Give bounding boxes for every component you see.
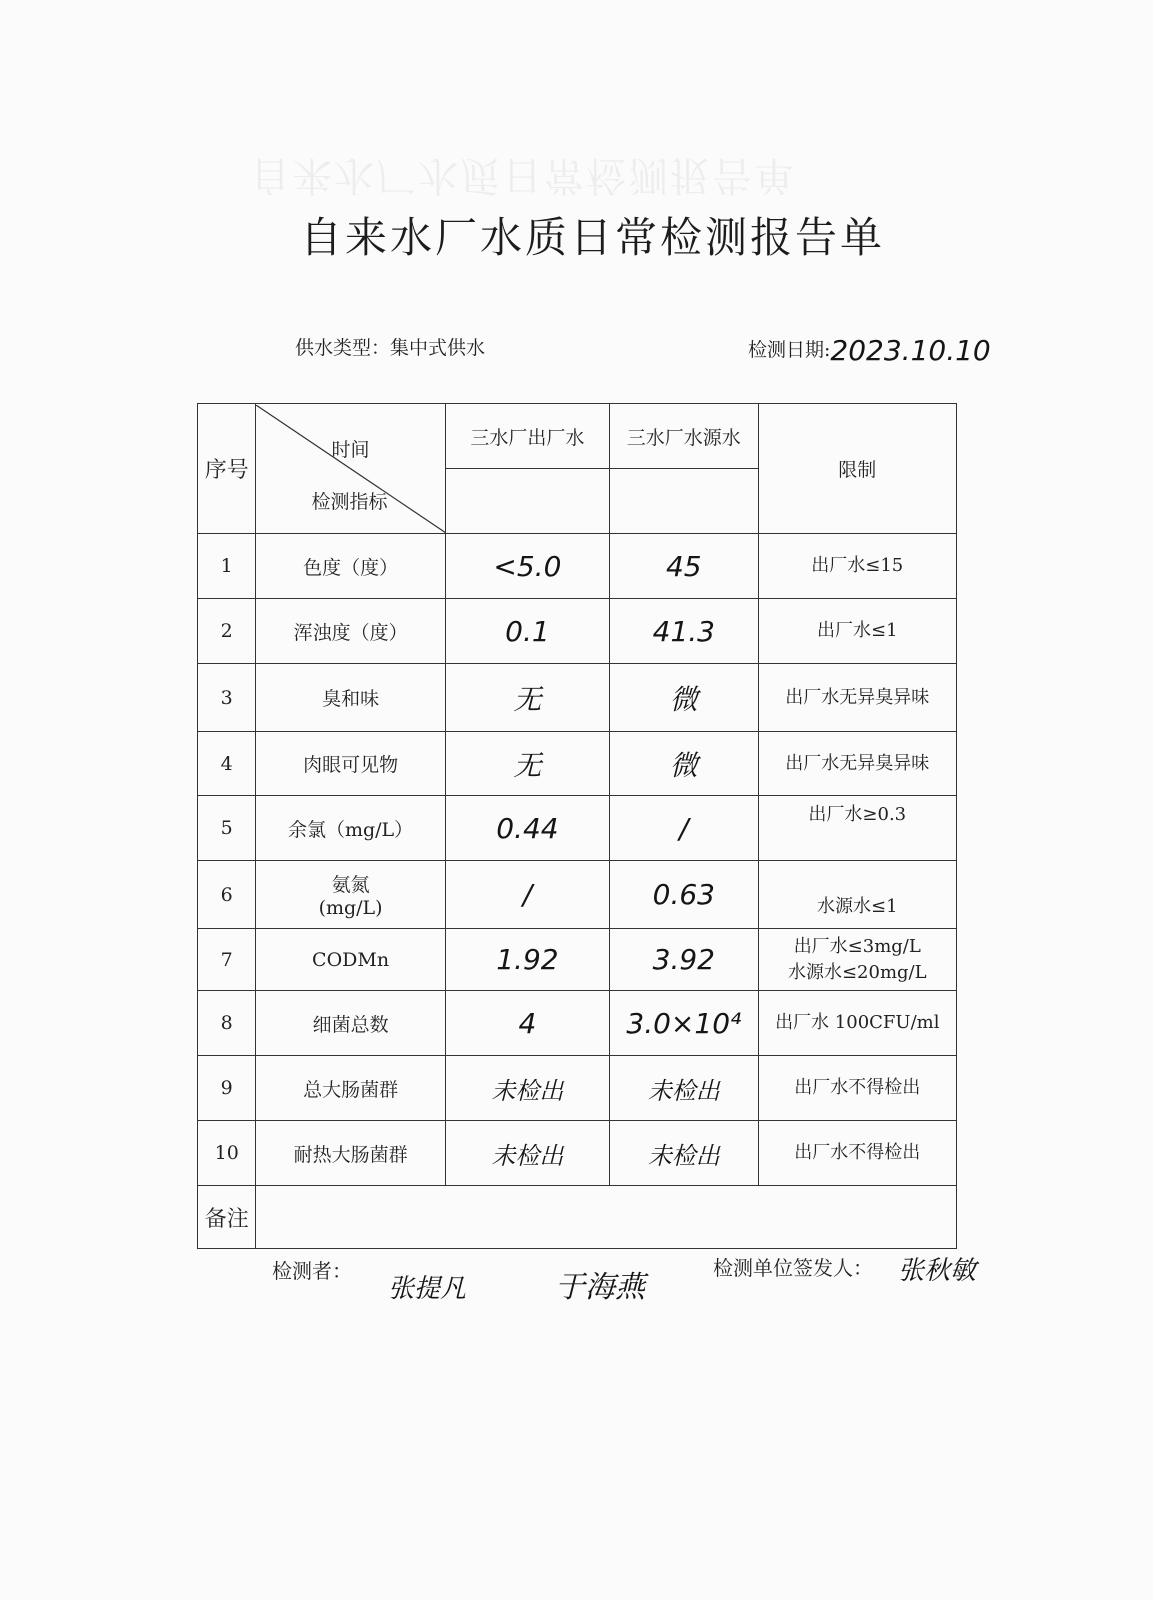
row-value-source: 微: [610, 732, 758, 796]
row-value-source: 3.0×10⁴: [610, 991, 758, 1056]
row-value-source: 3.92: [610, 929, 758, 991]
row-value-source: 微: [610, 664, 758, 732]
row-limit: 出厂水无异臭异味: [758, 664, 956, 732]
row-value-outlet: 未检出: [445, 1121, 609, 1186]
row-limit: 出厂水≤15: [758, 534, 956, 599]
header-time: 时间: [331, 438, 370, 461]
table-row: [198, 732, 957, 796]
header-diagonal-cell: [256, 404, 445, 534]
header-col-a-blank: [445, 469, 609, 534]
row-value-outlet: 0.44: [445, 796, 609, 861]
row-limit: 出厂水不得检出: [758, 1056, 956, 1121]
row-indicator: CODMn: [256, 929, 445, 991]
row-indicator: 色度（度）: [256, 534, 445, 599]
issuer-label: 检测单位签发人：: [713, 1256, 873, 1280]
row-index: 7: [198, 929, 256, 991]
row-index: 5: [198, 796, 256, 861]
test-date-value: 2023.10.10: [830, 334, 991, 367]
row-limit: 出厂水≤1: [758, 599, 956, 664]
row-value-outlet: 4: [445, 991, 609, 1056]
remark-row: [198, 1186, 957, 1249]
table-header-row: [198, 404, 957, 469]
table-row: [198, 534, 957, 599]
row-indicator: 细菌总数: [256, 991, 445, 1056]
row-value-source: 未检出: [610, 1056, 758, 1121]
row-indicator-unit: (mg/L): [318, 897, 383, 919]
row-value-source: /: [610, 796, 758, 861]
supply-type: [295, 333, 485, 360]
table-row: [198, 929, 957, 991]
supply-type-value: 集中式供水: [390, 337, 486, 359]
test-date-label: 检测日期:: [748, 339, 831, 361]
row-value-source: 41.3: [610, 599, 758, 664]
row-limit: 出厂水无异臭异味: [758, 732, 956, 796]
row-limit: 水源水≤1: [758, 861, 956, 929]
row-value-source: 0.63: [610, 861, 758, 929]
tester-label: 检测者：: [272, 1259, 352, 1283]
row-value-outlet: 1.92: [445, 929, 609, 991]
row-indicator: 浑浊度（度）: [256, 599, 445, 664]
row-value-source: 45: [610, 534, 758, 599]
row-index: 1: [198, 534, 256, 599]
issuer-signature: 张秋敏: [898, 1256, 977, 1286]
row-value-outlet: 无: [445, 732, 609, 796]
row-value-outlet: /: [445, 861, 609, 929]
remark-value: [256, 1186, 957, 1249]
row-value-outlet: 未检出: [445, 1056, 609, 1121]
table-row: [198, 1121, 957, 1186]
row-limit: 出厂水不得检出: [758, 1121, 956, 1186]
supply-type-label: 供水类型：: [295, 337, 391, 359]
row-limit: 出厂水≥0.3: [758, 796, 956, 861]
row-indicator: 肉眼可见物: [256, 732, 445, 796]
row-limit: 出厂水 100CFU/ml: [758, 991, 956, 1056]
header-limit: 限制: [758, 404, 956, 534]
row-value-outlet: 无: [445, 664, 609, 732]
header-indicator: 检测指标: [311, 490, 388, 513]
tester-1-signature: 张提凡: [388, 1274, 467, 1304]
row-index: 4: [198, 732, 256, 796]
row-index: 2: [198, 599, 256, 664]
row-index: 6: [198, 861, 256, 929]
test-date: [748, 330, 991, 367]
row-indicator: 余氯（mg/L）: [256, 796, 445, 861]
table-row: [198, 664, 957, 732]
row-limit-line-1: 出厂水≤3mg/L: [793, 935, 921, 957]
bleed-through-text: 自来水厂水质日常检测报告单: [250, 152, 796, 198]
row-value-source: 未检出: [610, 1121, 758, 1186]
table-row: [198, 599, 957, 664]
header-col-b: 三水厂水源水: [610, 404, 758, 469]
header-col-b-blank: [610, 469, 758, 534]
row-indicator: 臭和味: [256, 664, 445, 732]
table-row: [198, 991, 957, 1056]
row-index: 10: [198, 1121, 256, 1186]
row-index: 8: [198, 991, 256, 1056]
table-row: [198, 796, 957, 861]
tester-2-signature: 于海燕: [555, 1270, 645, 1305]
report-title: 自来水厂水质日常检测报告单: [300, 213, 886, 262]
row-limit-line-2: 水源水≤20mg/L: [787, 961, 927, 983]
row-limit: [758, 929, 956, 991]
table-row: [198, 1056, 957, 1121]
row-indicator: 总大肠菌群: [256, 1056, 445, 1121]
header-col-a: 三水厂出厂水: [445, 404, 609, 469]
row-index: 3: [198, 664, 256, 732]
table-row: [198, 861, 957, 929]
row-index: 9: [198, 1056, 256, 1121]
header-index: 序号: [198, 404, 256, 534]
row-indicator: [256, 861, 445, 929]
row-indicator: 耐热大肠菌群: [256, 1121, 445, 1186]
row-value-outlet: <5.0: [445, 534, 609, 599]
row-indicator-main: 氨氮: [331, 874, 370, 896]
test-results-table: [197, 403, 957, 1249]
remark-label: 备注: [198, 1186, 256, 1249]
row-value-outlet: 0.1: [445, 599, 609, 664]
